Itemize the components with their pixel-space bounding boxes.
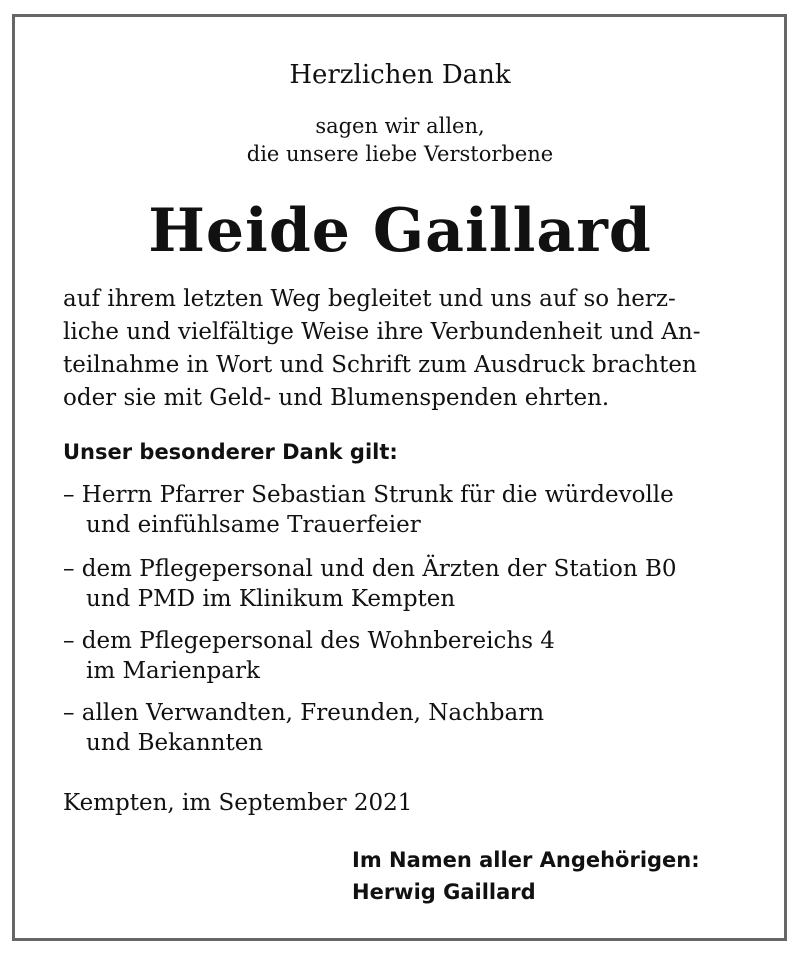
thanks-item-1-line-2: und einfühlsame Trauerfeier — [86, 512, 421, 538]
paragraph-line-2: liche und vielfältige Weise ihre Verbundenheit und An- — [63, 319, 701, 345]
thanks-item-1-line-1: – Herrn Pfarrer Sebastian Strunk für die würdevolle — [63, 482, 674, 508]
thanks-item-3-line-1: – dem Pflegepersonal des Wohnbereichs 4 — [63, 628, 555, 654]
intro-line-1: sagen wir allen, — [315, 114, 485, 138]
signature-line-2: Herwig Gaillard — [352, 880, 536, 904]
intro-line-2: die unsere liebe Verstorbene — [246, 142, 554, 166]
thanks-item-2-line-2: und PMD im Klinikum Kempten — [86, 586, 456, 612]
paragraph-line-1: auf ihrem letzten Weg begleitet und uns auf so herz- — [63, 286, 676, 312]
deceased-name: Heide Gaillard — [148, 196, 652, 266]
place-date: Kempten, im September 2021 — [63, 790, 413, 816]
paragraph-line-3: teilnahme in Wort und Schrift zum Ausdruck brachten — [63, 352, 697, 378]
paragraph-line-4: oder sie mit Geld- und Blumenspenden ehrten. — [63, 385, 610, 411]
thanks-item-3-line-2: im Marienpark — [86, 658, 260, 684]
thanks-heading: Unser besonderer Dank gilt: — [63, 440, 398, 464]
signature-line-1: Im Namen aller Angehörigen: — [352, 848, 700, 872]
thanks-item-4-line-1: – allen Verwandten, Freunden, Nachbarn — [63, 700, 545, 726]
thanks-item-4-line-2: und Bekannten — [86, 730, 264, 756]
heading: Herzlichen Dank — [289, 60, 511, 90]
thanks-item-2-line-1: – dem Pflegepersonal und den Ärzten der Station B0 — [63, 556, 677, 582]
